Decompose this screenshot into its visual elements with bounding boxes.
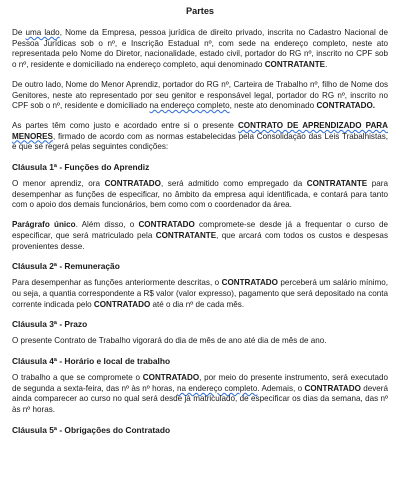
text: para desempenhar as funções de especificar, no âmbito da empresa aqui identificada, e contará para tanto com o apoio dos demais funcionários, bem como com o coordenador da área.: [12, 179, 388, 210]
clause-heading-4: Cláusula 4ª - Horário e local de trabalho: [12, 356, 171, 367]
bold-term: CONTRATADO: [104, 179, 161, 189]
bold-term: CONTRATANTE: [264, 60, 326, 70]
clause-1-paragraph-unico: [12, 220, 388, 252]
text: O trabalho a que se compromete o: [12, 373, 143, 383]
text: , firmado de acordo com as normas estabelecidas pela Consolidação das Leis Trabalhistas, e que se regerá pelas seguintes condições:: [12, 131, 388, 152]
text: . Ademais, o: [257, 383, 305, 393]
bold-term: CONTRATADO: [93, 299, 151, 309]
text: , será admitido como empregado da: [160, 179, 307, 189]
bold-term: CONTRATADO: [304, 383, 361, 393]
bold-term: CONTRATANTE: [155, 230, 217, 240]
text: . Além disso, o: [75, 220, 139, 230]
text: deverá ainda comparecer ao curso no qual será desde já matriculado, de especificar os dias da semana, das nº às nº horas.: [12, 383, 388, 415]
bold-term: CONTRATADO: [221, 278, 278, 288]
clause-3-text: O presente Contrato de Trabalho vigorará do dia de mês de ano até dia de mês de ano.: [12, 336, 327, 346]
bold-term: Parágrafo único: [12, 220, 76, 230]
document-title: Partes: [185, 6, 215, 16]
bold-term: CONTRATADO: [138, 220, 195, 230]
text: , por meio do presente instrumento, será executado de segunda a sexta-feira, das nº às nº horas,: [12, 373, 388, 393]
clause-2-text: [12, 278, 388, 310]
text: , Nome da Empresa, pessoa jurídica de direito privado, inscrita no Cadastro Nacional de Pessoa Jurídicas sob o nº, e Inscrição Estadual nº, com sede na endereço completo, neste ato representada pelo Nome do Diretor, nacionalidade, estado civil, portador do RG nº, inscrito no CPF sob o nº, residente e domiciliado na endereço completo, aqui denominado: [12, 28, 388, 70]
paragraph-parties-contratante: [12, 28, 388, 71]
text: De: [12, 28, 26, 37]
text: As partes têm como justo e acordado entre si o presente: [12, 120, 238, 130]
contract-name: CONTRATO DE APRENDIZADO PARA MENORES: [12, 120, 388, 141]
text: O menor aprendiz, ora: [12, 179, 105, 189]
clause-heading-5: Cláusula 5ª - Obrigações do Contratado: [12, 424, 171, 435]
text: Para desempenhar as funções anteriormente descritas, o: [12, 278, 222, 288]
clause-1-text: [12, 179, 388, 211]
text: , neste ato denominado: [229, 101, 317, 111]
text: , que arcará com todos os custos e despesas provenientes desse.: [12, 230, 388, 251]
spellcheck-flag: uma lado: [25, 28, 60, 37]
clause-heading-3: Cláusula 3ª - Prazo: [12, 319, 88, 330]
clause-heading-2: Cláusula 2ª - Remuneração: [12, 261, 120, 272]
text: De outro lado, Nome do Menor Aprendiz, portador do RG nº, Carteira de Trabalho nº, filho de Nome dos Genitores, neste ato representado por seu genitor e responsável legal, portador do RG nº, inscrito no CPF sob o nº, residente e domiciliado: [12, 79, 388, 111]
text: compromete-se desde já a frequentar o curso de especificar, que será matriculado pela: [12, 220, 388, 240]
bold-term: CONTRATADO: [142, 373, 200, 383]
clause-4-text: [12, 373, 388, 416]
spellcheck-flag: na endereço completo: [176, 383, 258, 393]
clause-heading-1: Cláusula 1ª - Funções do Aprendiz: [12, 162, 150, 173]
paragraph-parties-contratado: [12, 80, 388, 112]
text: .: [325, 60, 328, 70]
spellcheck-flag: na endereço completo: [149, 101, 230, 111]
text: até o dia nº de cada mês.: [150, 299, 245, 309]
text: perceberá um salário mínimo, ou seja, a quantia correspondente a R$ valor (valor expresso), pagamento que será depositado na conta corrente indicada pelo: [12, 278, 388, 309]
bold-term: CONTRATADO.: [316, 101, 376, 111]
paragraph-agreement: [12, 121, 388, 153]
bold-term: CONTRATANTE: [306, 179, 368, 189]
